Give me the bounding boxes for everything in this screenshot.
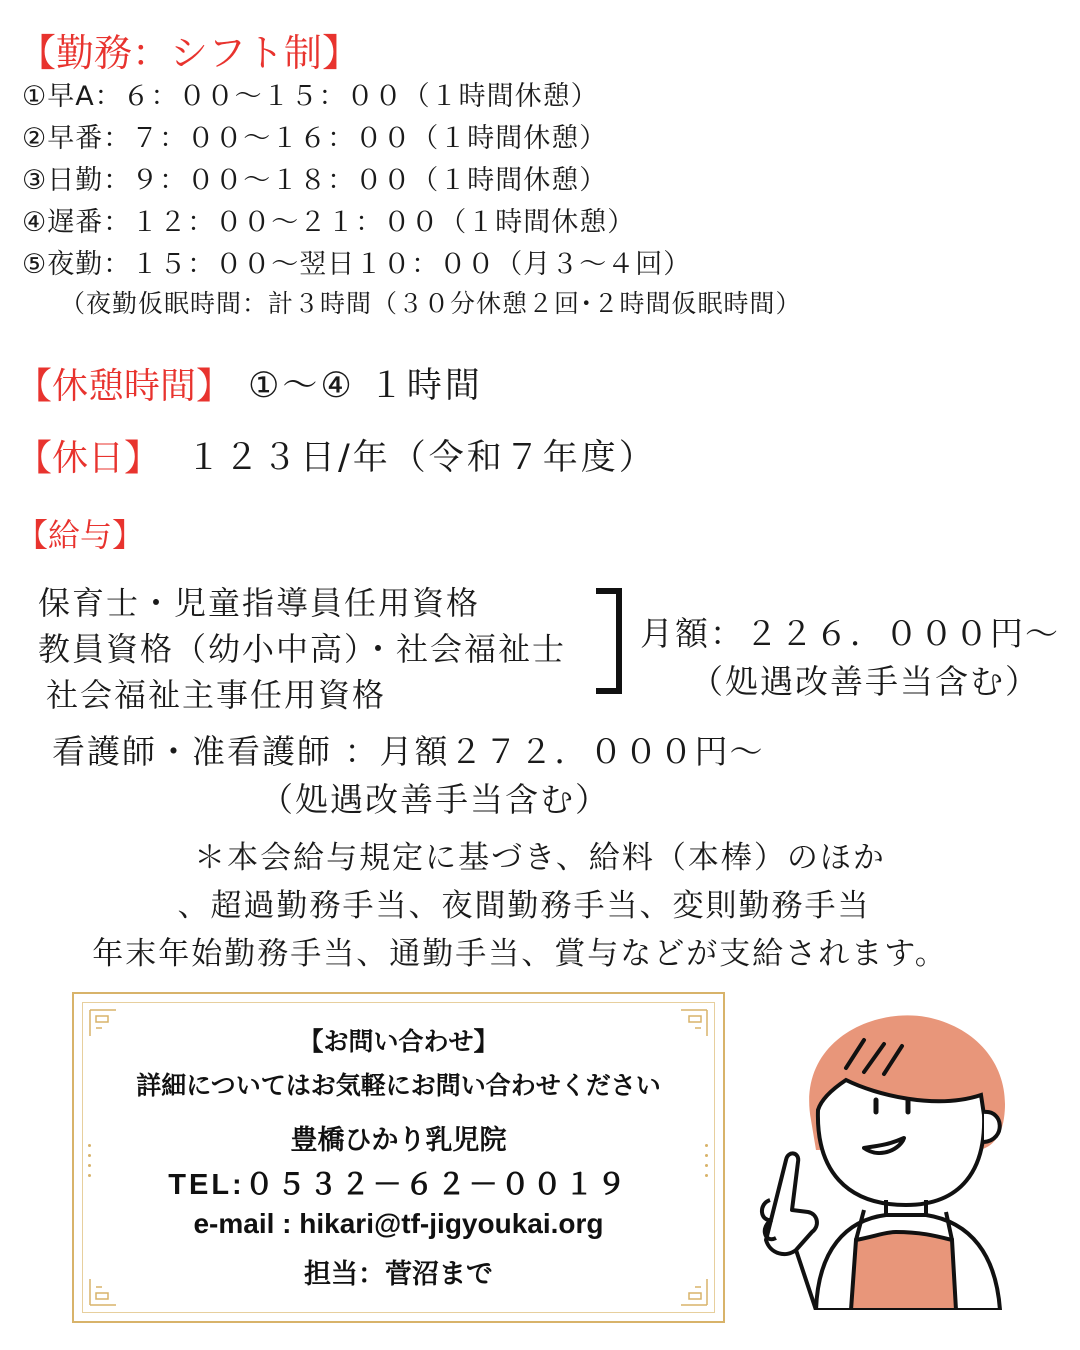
shift-line-early-a: ①早A：６：００～１５：００（１時間休憩） [22,81,599,112]
salary-note-line3: 年末年始勤務手当、通勤手当、賞与などが支給されます。 [92,936,948,972]
contact-email[interactable]: e-mail : hikari@tf-jigyoukai.org [193,1208,604,1239]
holiday-value: １２３日/年（令和７年度） [186,438,657,478]
contact-tel[interactable]: TEL:０５３２－６２－００１９ [168,1169,629,1201]
shift-line-early: ②早番：７：００～１６：００（１時間休憩） [22,123,608,154]
shift-night-note: （夜勤仮眠時間：計３時間（３０分休憩２回･２時間仮眠時間） [60,289,802,318]
salary-nurse: 看護師・准看護師 ：月額２７２．０００円～ [52,732,765,771]
shift-line-late: ④遅番：１２：００～２１：００（１時間休憩） [22,207,636,238]
qualification-nursery: 保育士・児童指導員任用資格 [38,584,481,622]
salary-note-line1: ＊本会給与規定に基づき、給料（本棒）のほか [194,840,886,876]
break-heading: 【休憩時間】 [16,366,233,407]
qualification-teacher: 教員資格（幼小中高）・社会福祉士 [38,630,567,668]
contact-org: 豊橋ひかり乳児院 [290,1125,507,1155]
break-value: ①～④ １時間 [248,366,483,406]
shift-line-day: ③日勤：９：００～１８：００（１時間休憩） [22,165,608,196]
salary-allowance-nurse: （処遇改善手当含む） [260,780,610,819]
salary-note-line2: 、超過勤務手当、夜間勤務手当、変則勤務手当 [177,888,871,924]
salary-heading: 【給与】 [16,516,145,554]
staff-illustration [756,1000,1026,1310]
holiday-heading: 【休日】 [16,438,161,479]
bracket [596,588,622,694]
salary-allowance-childcare: （処遇改善手当含む） [690,662,1040,701]
qualification-welfare: 社会福祉主事任用資格 [46,676,387,714]
contact-card [72,992,725,1323]
salary-amount-childcare: 月額：２２６．０００円～ [640,614,1060,653]
shift-heading: 【勤務：シフト制】 [18,31,361,75]
contact-person: 担当：菅沼まで [304,1259,493,1289]
shift-line-night: ⑤夜勤：１５：００～翌日１０：００（月３～４回） [22,249,692,280]
contact-title: 【お問い合わせ】 [298,1028,499,1056]
contact-subtitle: 詳細についてはお気軽にお問い合わせください [136,1072,661,1100]
